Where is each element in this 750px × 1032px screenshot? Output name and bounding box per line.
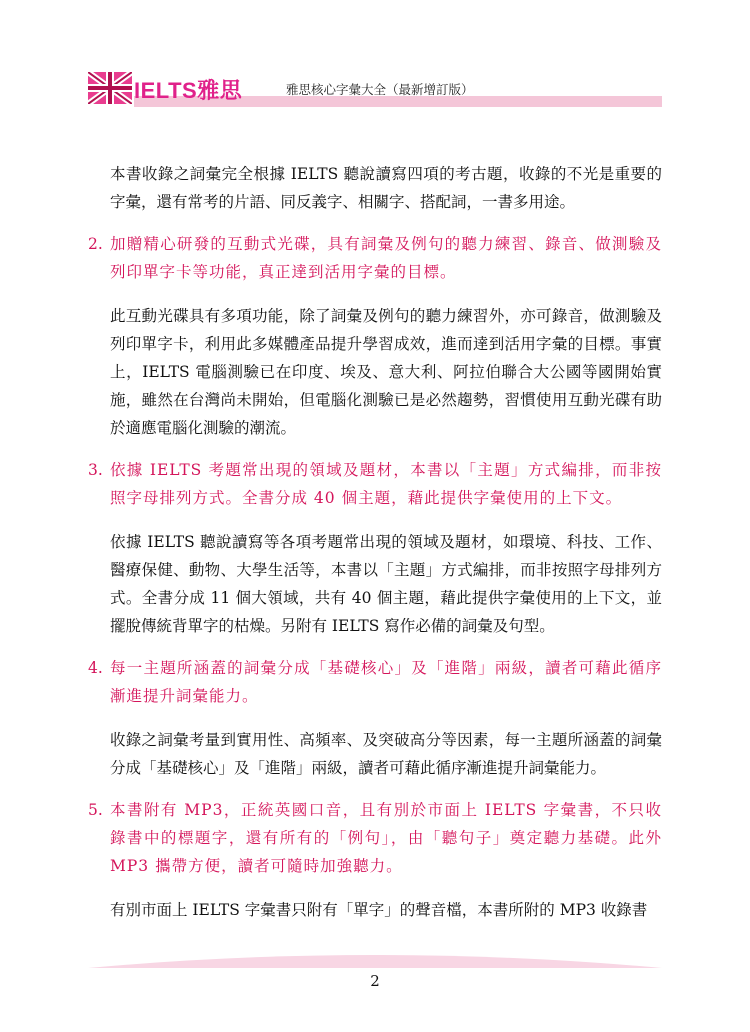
item-body: 有別市面上 IELTS 字彙書只附有「單字」的聲音檔，本書所附的 MP3 收錄書 xyxy=(110,901,648,919)
item-number: 4. xyxy=(88,659,103,677)
item-number: 2. xyxy=(88,235,103,253)
item-heading: 本書附有 MP3，正統英國口音，且有別於市面上 IELTS 字彙書，不只收錄書中的標題字，還有所有的「例句」，由「聽句子」奠定聽力基礎。此外 MP3 攜帶方便，讀者可隨時加強聽力。 xyxy=(110,801,662,875)
main-content xyxy=(88,160,662,924)
page-number: 2 xyxy=(370,972,380,990)
intro-paragraph: 本書收錄之詞彙完全根據 IELTS 聽說讀寫四項的考古題，收錄的不光是重要的字彙，還有常考的片語、同反義字、相關字、搭配詞，一書多用途。 xyxy=(110,165,662,211)
item-body: 依據 IELTS 聽說讀寫等各項考題常出現的領域及題材，如環境、科技、工作、醫療保健、動物、大學生活等，本書以「主題」方式編排，而非按照字母排列方式。全書分成 11 個大領域，共有 40 個主題，藉此提供字彙使用的上下文，並擺脫傳統背單字的枯燥。另附有 IELTS 寫作必備的詞彙及句型。 xyxy=(110,533,662,635)
list-item xyxy=(88,456,662,512)
item-body: 此互動光碟具有多項功能，除了詞彙及例句的聽力練習外，亦可錄音，做測驗及列印單字卡，利用此多媒體產品提升學習成效，進而達到活用字彙的目標。事實上，IELTS 電腦測驗已在印度、埃及、意大利、阿拉伯聯合大公國等國開始實施，雖然在台灣尚未開始，但電腦化測驗已是必然趨勢，習慣使用互動光碟有助於適應電腦化測驗的潮流。 xyxy=(110,307,662,437)
item-heading: 加贈精心研發的互動式光碟，具有詞彙及例句的聽力練習、錄音、做測驗及列印單字卡等功能，真正達到活用字彙的目標。 xyxy=(110,235,662,281)
brand-logo-text: IELTS雅思 xyxy=(134,78,243,103)
item-number: 3. xyxy=(88,461,103,479)
list-item xyxy=(88,230,662,286)
item-heading: 每一主題所涵蓋的詞彙分成「基礎核心」及「進階」兩級，讀者可藉此循序漸進提升詞彙能力。 xyxy=(110,659,662,705)
item-heading: 依據 IELTS 考題常出現的領域及題材，本書以「主題」方式編排，而非按照字母排列方式。全書分成 40 個主題，藉此提供字彙使用的上下文。 xyxy=(110,461,662,507)
item-number: 5. xyxy=(88,801,103,819)
book-title: 雅思核心字彙大全（最新增訂版） xyxy=(286,82,474,97)
list-item xyxy=(88,654,662,710)
item-body: 收錄之詞彙考量到實用性、高頻率、及突破高分等因素，每一主題所涵蓋的詞彙分成「基礎核心」及「進階」兩級，讀者可藉此循序漸進提升詞彙能力。 xyxy=(110,731,662,777)
footer-decoration xyxy=(88,948,662,970)
page-header xyxy=(88,70,662,108)
list-item xyxy=(88,796,662,880)
union-jack-icon xyxy=(88,72,132,104)
